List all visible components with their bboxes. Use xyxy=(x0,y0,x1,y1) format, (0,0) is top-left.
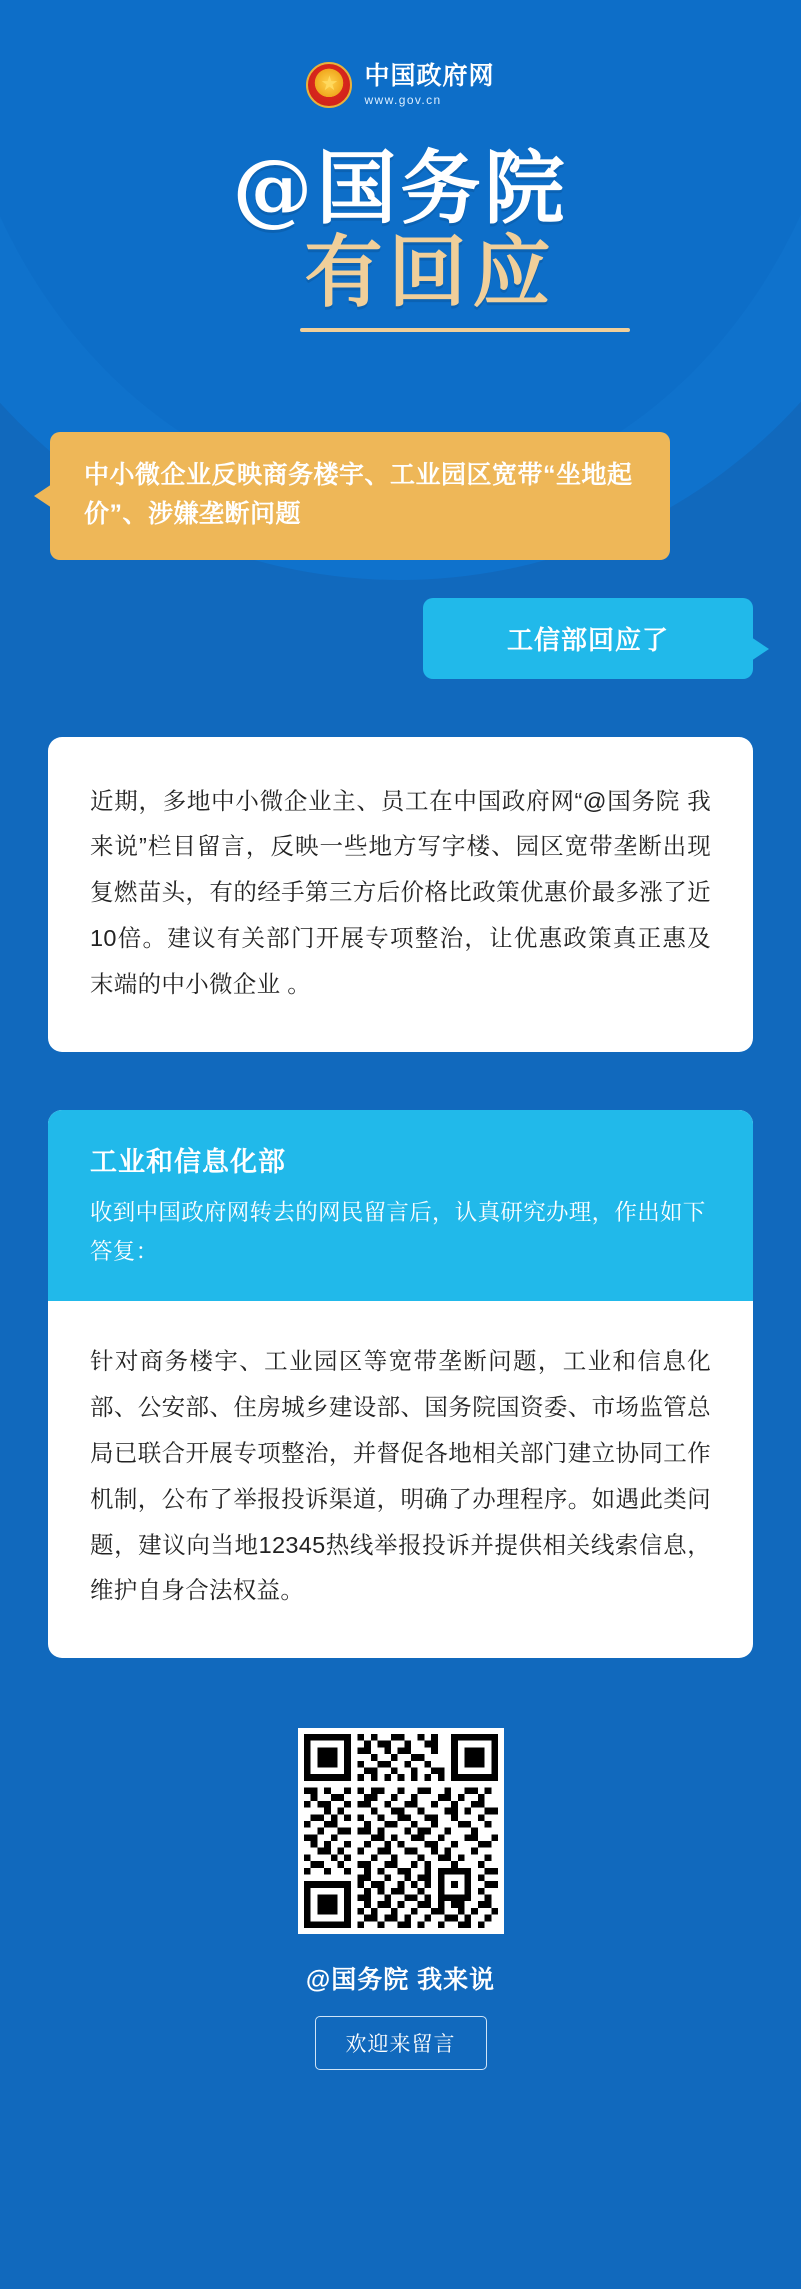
reply-subtitle: 收到中国政府网转去的网民留言后，认真研究办理，作出如下答复： xyxy=(90,1199,706,1264)
qr-code-icon[interactable] xyxy=(298,1728,504,1934)
brand-name: 中国政府网 xyxy=(364,62,495,91)
official-reply-card xyxy=(48,1110,753,1659)
qr-code-svg xyxy=(304,1734,498,1928)
title-line-2: 有回应 xyxy=(304,227,557,318)
answer-tag-bubble: 工信部回应了 xyxy=(423,598,753,679)
title-line-1: @国务院 xyxy=(232,141,569,235)
title-underline xyxy=(300,328,630,332)
footer-channel-label: @国务院 我来说 xyxy=(305,1966,496,1995)
national-emblem-icon xyxy=(306,62,352,108)
poster-footer xyxy=(0,1728,801,2130)
reply-body-text: 针对商务楼宇、工业园区等宽带垄断问题，工业和信息化部、公安部、住房城乡建设部、国务院国资委、市场监管总局已联合开展专项整治，并督促各地相关部门建立协同工作机制，公布了举报投诉渠道，明确了办理程序。如遇此类问题，建议向当地12345热线举报投诉并提供相关线索信息，维护自身合法权益。 xyxy=(90,1348,711,1604)
poster-title xyxy=(0,141,801,378)
citizen-message-text: 近期，多地中小微企业主、员工在中国政府网“@国务院 我来说”栏目留言，反映一些地方写字楼、园区宽带垄断出现复燃苗头，有的经手第三方后价格比政策优惠价最多涨了近10倍。建议有关部门开展专项整治，让优惠政策真正惠及末端的中小微企业 。 xyxy=(90,787,711,997)
reply-header xyxy=(48,1110,753,1302)
reply-body xyxy=(48,1301,753,1658)
site-brand xyxy=(0,0,801,108)
brand-text xyxy=(364,63,494,107)
citizen-message-card xyxy=(48,737,753,1052)
question-bubble: 中小微企业反映商务楼宇、工业园区宽带“坐地起价”、涉嫌垄断问题 xyxy=(50,432,670,560)
leave-message-button[interactable]: 欢迎来留言 xyxy=(315,2016,487,2070)
brand-url: www.gov.cn xyxy=(364,92,442,107)
reply-organization: 工业和信息化部 xyxy=(90,1146,286,1177)
